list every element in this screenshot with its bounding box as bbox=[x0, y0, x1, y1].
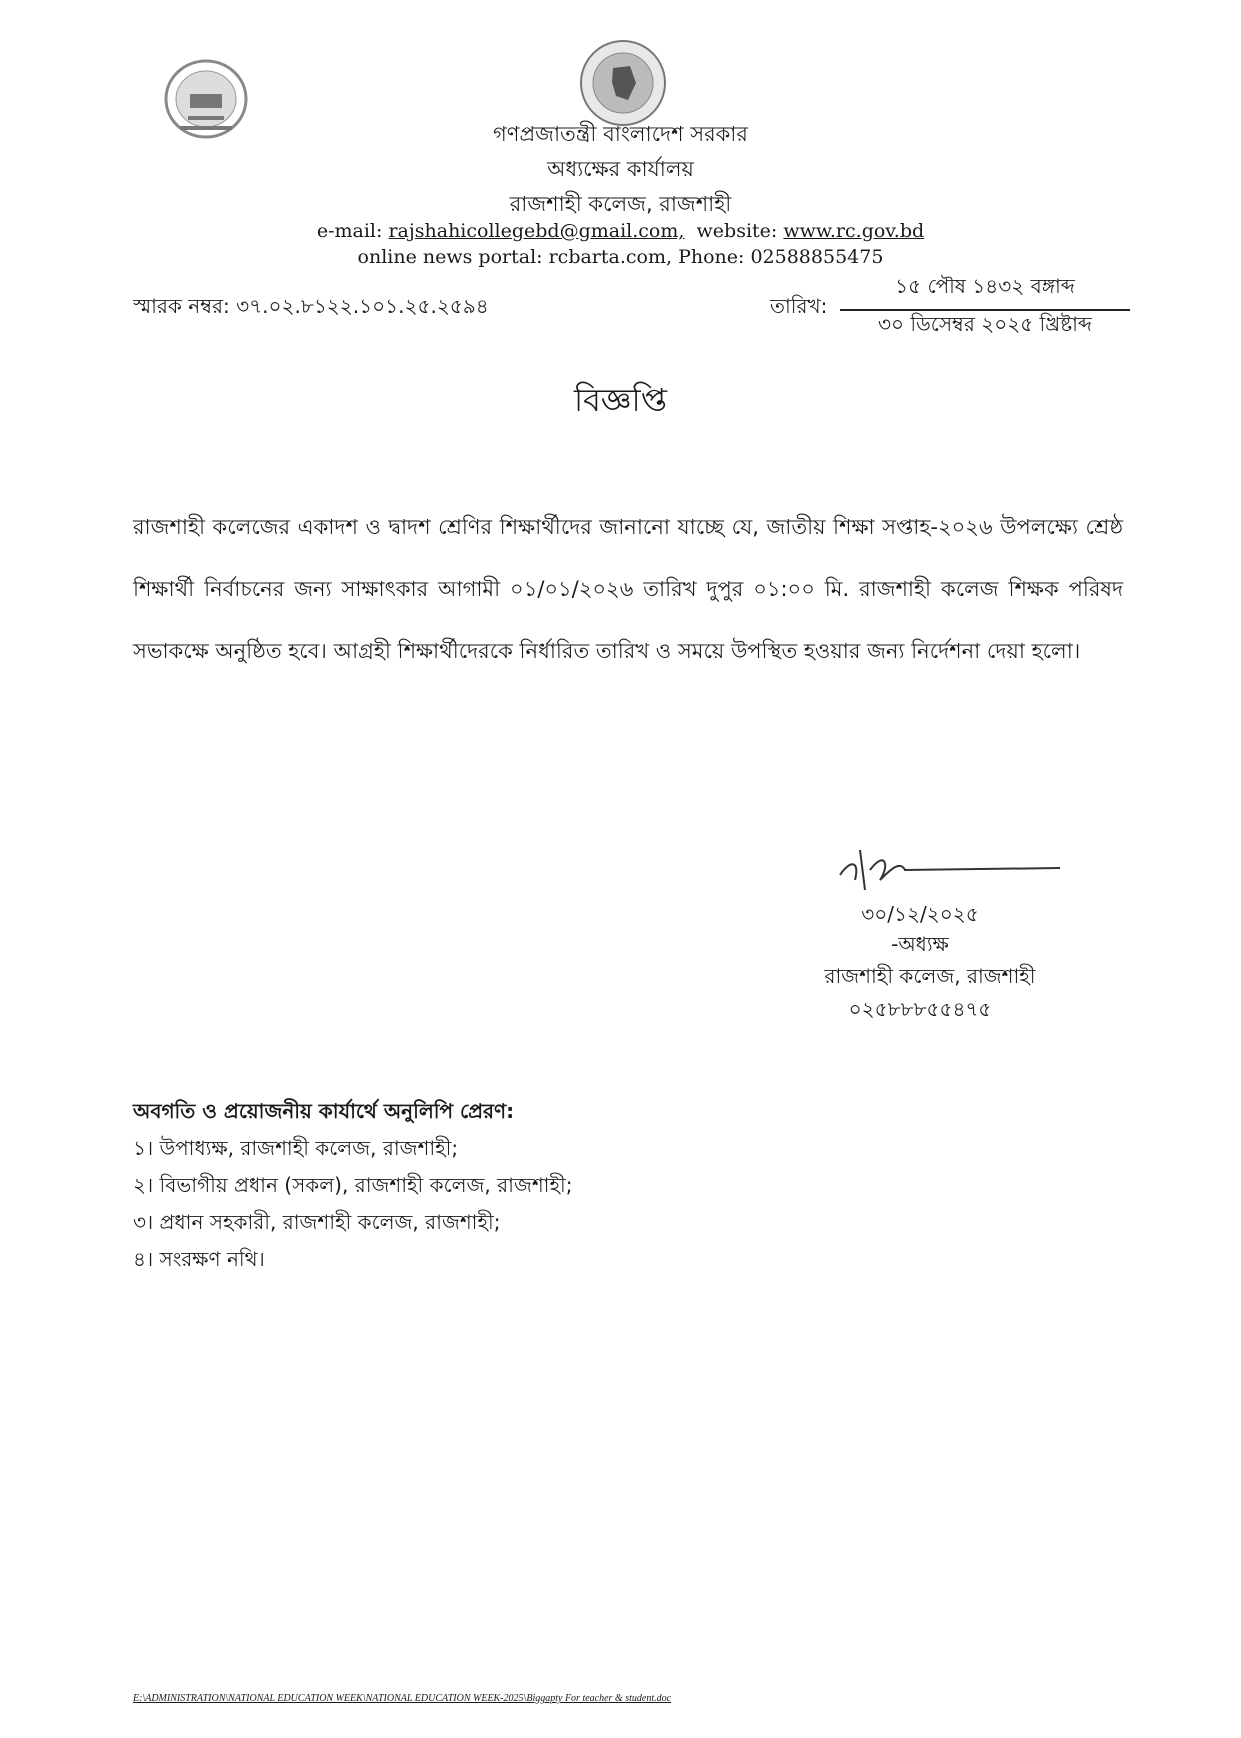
signature-phone: ০২৫৮৮৮৫৫৪৭৫ bbox=[848, 997, 992, 1021]
memo-number bbox=[133, 292, 489, 325]
copy-item: ২। বিভাগীয় প্রধান (সকল), রাজশাহী কলেজ, রাজশাহী; bbox=[133, 1173, 573, 1197]
copy-item: ৪। সংরক্ষণ নথি। bbox=[133, 1247, 265, 1271]
institution-name: রাজশাহী কলেজ, রাজশাহী bbox=[509, 192, 732, 216]
signature-designation: -অধ্যক্ষ bbox=[891, 932, 949, 956]
email-link[interactable]: rajshahicollegebd@gmail.com, bbox=[388, 220, 685, 242]
copy-item: ৩। প্রধান সহকারী, রাজশাহী কলেজ, রাজশাহী; bbox=[133, 1210, 501, 1234]
government-name: গণপ্রজাতন্ত্রী বাংলাদেশ সরকার bbox=[493, 122, 748, 146]
date-bangla: ১৫ পৌষ ১৪৩২ বঙ্গাব্দ bbox=[840, 272, 1130, 311]
website-label: website: bbox=[696, 220, 778, 242]
office-name: অধ্যক্ষের কার্যালয় bbox=[547, 157, 694, 181]
copy-heading: অবগতি ও প্রয়োজনীয় কার্যার্থে অনুলিপি প্রেরণ: bbox=[133, 1099, 515, 1123]
memo-value: ৩৭.০২.৮১২২.১০১.২৫.২৫৯৪ bbox=[236, 294, 489, 318]
date-gregorian: ৩০ ডিসেম্বর ২০২৫ খ্রিষ্টাব্দ bbox=[878, 312, 1092, 336]
signature-institution: রাজশাহী কলেজ, রাজশাহী bbox=[824, 964, 1036, 988]
handwritten-signature bbox=[830, 830, 1070, 900]
notice-title: বিজ্ঞপ্তি bbox=[573, 381, 668, 419]
copy-distribution bbox=[133, 1093, 572, 1278]
notice-body: রাজশাহী কলেজের একাদশ ও দ্বাদশ শ্রেণির শিক্ষার্থীদের জানানো যাচ্ছে যে, জাতীয় শিক্ষা সপ্তাহ-২০২৬ উপলক্ষ্যে শ্রেষ্ঠ শিক্ষার্থী নির্বাচনের জন্য সাক্ষাৎকার আগামী ০১/০১/২০২৬ তারিখ দুপুর ০১:০০ মি. রাজশাহী কলেজ শিক্ষক পরিষদ সভাকক্ষে অনুষ্ঠিত হবে। আগ্রহী শিক্ষার্থীদেরকে নির্ধারিত তারিখ ও সময়ে উপস্থিত হওয়ার জন্য নির্দেশনা দেয়া হলো। bbox=[133, 515, 1123, 663]
portal-phone-line: online news portal: rcbarta.com, Phone: 02588855475 bbox=[357, 246, 884, 268]
date-label: তারিখ: bbox=[770, 294, 828, 318]
contact-line bbox=[0, 220, 1241, 242]
government-seal-logo bbox=[578, 38, 668, 128]
email-label: e-mail: bbox=[316, 220, 383, 242]
copy-item: ১। উপাধ্যক্ষ, রাজশাহী কলেজ, রাজশাহী; bbox=[133, 1136, 459, 1160]
website-link[interactable]: www.rc.gov.bd bbox=[783, 220, 925, 242]
signature-date: ৩০/১২/২০২৫ bbox=[861, 902, 979, 926]
memo-label: স্মারক নম্বর: bbox=[133, 294, 230, 318]
footer-file-path: E:\ADMINISTRATION\NATIONAL EDUCATION WEEK\NATIONAL EDUCATION WEEK-2025\Biggapty For teacher & student.doc bbox=[133, 1693, 672, 1704]
